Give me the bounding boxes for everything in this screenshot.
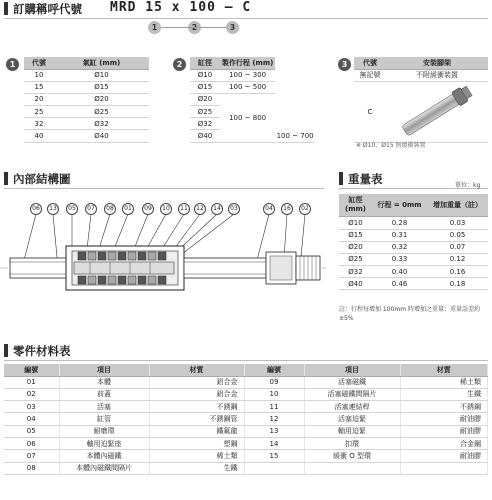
table1-badge: 1: [6, 58, 19, 71]
table2-header: 缸徑: [190, 57, 220, 69]
model-code: MRD 15 x 100 – C: [110, 0, 252, 15]
callout-06: 06: [30, 203, 42, 215]
callout-01: 01: [122, 203, 134, 215]
table-row: 02 前蓋 鋁合金 10 活塞磁鐵間隔片 生鐵: [4, 388, 488, 400]
callout-02: 02: [299, 203, 311, 215]
table-row: 無記號 不附緩衝裝置: [354, 69, 488, 81]
parts-section-bar: [4, 344, 8, 357]
table-row: Ø10 100 ~ 300: [190, 69, 315, 81]
header-divider: [4, 18, 488, 19]
table-row: C: [354, 81, 488, 142]
table-row: Ø15 0.31 0.05: [339, 229, 488, 241]
weight-header-bore: 缸徑 (mm): [339, 194, 372, 216]
table-row: 04 缸管 不銹鋼管 12 活塞迫緊 耐油膠: [4, 413, 488, 425]
structure-divider: [4, 188, 324, 189]
badge-connector-line: [161, 27, 226, 28]
weight-note: 註：行程每增加 100mm 時增加之重量；重量誤差約 ±5%: [339, 306, 480, 322]
table-row: 03 活塞 不銹鋼 11 活塞連結桿 不銹鋼: [4, 401, 488, 413]
table-row: Ø25: [190, 106, 315, 118]
table-row: 20 Ø20: [24, 93, 149, 105]
table-row: Ø25 0.33 0.12: [339, 253, 488, 265]
callout-13: 13: [47, 203, 59, 215]
table1-header: 氣缸 (mm): [54, 57, 149, 69]
table-row: 06 軸用迫緊座 塑鋼 14 扣環 合金鋼: [4, 437, 488, 449]
weight-section-bar: [339, 172, 343, 185]
callout-14: 14: [211, 203, 223, 215]
table-row: 05 耐磨環 鐵氟龍 13 軸用迫緊 耐油膠: [4, 425, 488, 437]
callout-09: 09: [142, 203, 154, 215]
table-row: 08 本體內磁鐵間隔片 生鐵: [4, 462, 488, 474]
table-row: Ø32 0.40 0.16: [339, 266, 488, 278]
bore-code-table: [24, 57, 149, 143]
weight-header-stroke0: 行程 = 0mm: [372, 194, 427, 216]
stroke-table: [190, 57, 315, 143]
weight-table: [339, 194, 488, 290]
mounting-table: [354, 57, 488, 143]
table-row: Ø10 0.28 0.03: [339, 216, 488, 229]
parts-material-table: 編號 項目 材質 編號 項目 材質 01 本體 鋁合金 09 活塞磁鐵 稀土類 02 前蓋 鋁合金 10 活塞磁鐵間隔片 生鐵 03 活塞 不銹鋼 11 活塞連結桿 不銹鋼 04 缸管 不銹鋼管 12 活塞迫緊 耐油膠 05 耐磨環 鐵氟龍 13 軸用迫緊 耐油膠 06 軸用迫緊座 塑鋼 14 扣環 合金鋼 07 本體內磁鐵 稀土類 15 緩衝 O 型環 耐油膠 08 本體內磁鐵間隔片 生鐵: [4, 364, 488, 475]
callout-10: 10: [160, 203, 172, 215]
table-row: Ø40 100 ~ 700: [190, 130, 315, 142]
table-row: 07 本體內磁鐵 稀土類 15 緩衝 O 型環 耐油膠: [4, 450, 488, 462]
weight-unit: 單位：kg: [455, 182, 481, 189]
callout-16: 16: [281, 203, 293, 215]
table-row: Ø40 0.46 0.18: [339, 278, 488, 290]
table2-header: 製作行程 (mm): [220, 57, 275, 69]
callout-08: 08: [104, 203, 116, 215]
weight-header-add: 增加重量（註）: [427, 194, 488, 216]
table3-header: 安裝腳架: [386, 57, 488, 69]
model-badge-3: 3: [226, 21, 239, 34]
table2-badge: 2: [173, 58, 186, 71]
table-row: Ø20 0.32 0.07: [339, 241, 488, 253]
table-row: 10 Ø10: [24, 69, 149, 81]
table-row: 15 Ø15: [24, 81, 149, 93]
weight-title: 重量表: [348, 172, 383, 186]
parts-divider: [4, 360, 488, 361]
callout-12: 12: [194, 203, 206, 215]
parts-title: 零件材料表: [13, 344, 71, 358]
callout-11: 11: [178, 203, 190, 215]
callout-07: 07: [85, 203, 97, 215]
callout-05: 05: [66, 203, 78, 215]
model-badge-1: 1: [148, 21, 161, 34]
callout-03: 03: [228, 203, 240, 215]
header-bar: [4, 2, 8, 15]
structure-section-bar: [4, 172, 8, 185]
table-row: Ø20 100 ~ 800: [190, 93, 315, 105]
table-row: Ø15 100 ~ 500: [190, 81, 315, 93]
structure-title: 內部結構圖: [13, 172, 71, 186]
table-row: 32 Ø32: [24, 118, 149, 130]
table1-header: 代號: [24, 57, 54, 69]
table3-header: 代號: [354, 57, 386, 69]
cushion-rod-image: [387, 82, 487, 140]
callout-04: 04: [263, 203, 275, 215]
table-row: 01 本體 鋁合金 09 活塞磁鐵 稀土類: [4, 376, 488, 388]
table3-note: ※ Ø10、Ø15 無緩衝裝置: [356, 142, 426, 149]
table-row: 40 Ø40: [24, 130, 149, 142]
table-row: 25 Ø25: [24, 106, 149, 118]
order-code-title: 訂購稱呼代號: [13, 2, 82, 16]
table3-badge: 3: [338, 58, 351, 71]
table-row: Ø32: [190, 118, 315, 130]
